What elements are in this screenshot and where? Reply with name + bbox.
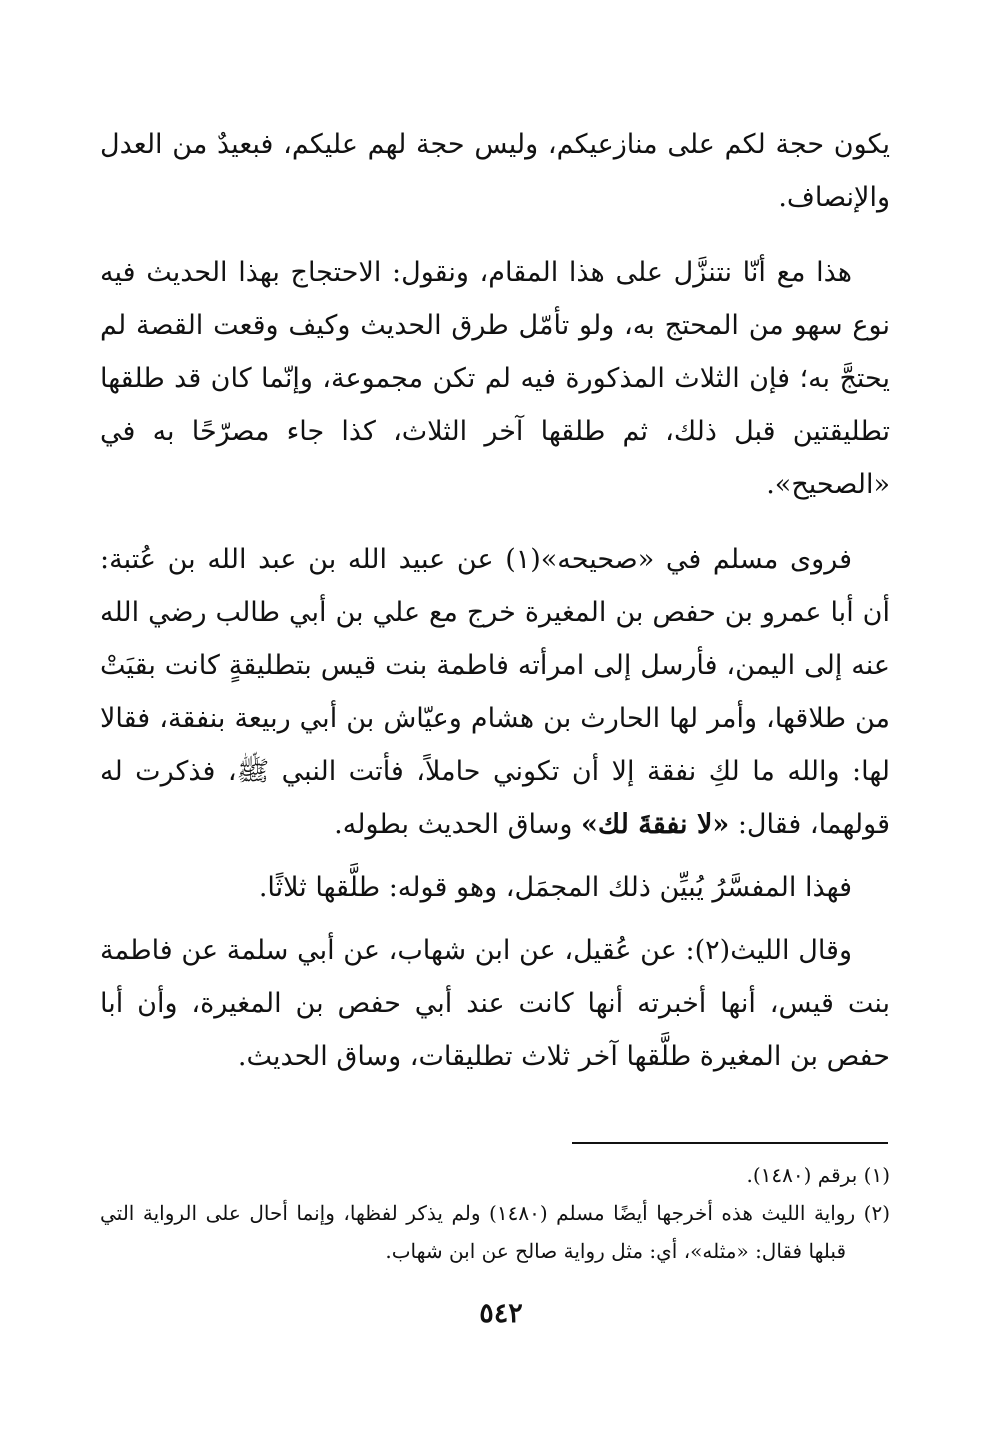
page-number: ٥٤٢ — [479, 1298, 523, 1329]
paragraph-3 — [100, 533, 890, 851]
footnotes — [100, 1156, 890, 1270]
hadith-quote: «لا نفقةَ لك» — [581, 809, 730, 840]
paragraph-2: هذا مع أنّا نتنزَّل على هذا المقام، ونقول: الاحتجاج بهذا الحديث فيه نوع سهو من المحتج به، ولو تأمّل طرق الحديث وكيف وقعت القصة لم يحتجَّ به؛ فإن الثلاث المذكورة فيه لم تكن مجموعة، وإنّما كان قد طلقها تطليقتين قبل ذلك، ثم طلقها آخر الثلاث، كذا جاء مصرّحًا به في «الصحيح». — [100, 257, 890, 500]
paragraph-gap — [100, 224, 890, 246]
main-text — [100, 118, 890, 1083]
paragraph-1: يكون حجة لكم على منازعيكم، وليس حجة لهم عليكم، فبعيدٌ من العدل والإنصاف. — [100, 129, 890, 213]
paragraph-3-end: وساق الحديث بطوله. — [334, 809, 581, 840]
paragraph-gap — [100, 511, 890, 533]
paragraph-3-start: فروى مسلم في «صحيحه»(١) عن عبيد الله بن عبد الله بن عُتبة: أن أبا عمرو بن حفص بن المغيرة خرج مع علي بن أبي طالب رضي الله عنه إلى اليمن، فأرسل إلى امرأته فاطمة بنت قيس بتطليقةٍ كانت بقيَتْ من طلاقها، وأمر لها الحارث بن هشام وعيّاش بن أبي ربيعة بنفقة، فقالا لها: والله ما لكِ نفقة إلا أن تكوني حاملاً، فأتت النبي ﷺ، فذكرت له قولهما، فقال: — [100, 544, 890, 840]
footnote-2: (٢) رواية الليث هذه أخرجها أيضًا مسلم (١٤٨٠) ولم يذكر لفظها، وإنما أحال على الرواية التي قبلها فقال: «مثله»، أي: مثل رواية صالح عن ابن شهاب. — [100, 1201, 891, 1263]
footnote-divider — [572, 1142, 888, 1144]
paragraph-4: فهذا المفسَّرُ يُبيِّن ذلك المجمَل، وهو قوله: طلَّقها ثلاثًا. — [258, 872, 852, 903]
paragraph-gap — [100, 851, 890, 861]
paragraph-gap — [100, 914, 890, 924]
footnote-1: (١) برقم (١٤٨٠). — [746, 1163, 890, 1187]
paragraph-5: وقال الليث(٢): عن عُقيل، عن ابن شهاب، عن أبي سلمة عن فاطمة بنت قيس، أنها أخبرته أنها كانت عند أبي حفص بن المغيرة، وأن أبا حفص بن المغيرة طلَّقها آخر ثلاث تطليقات، وساق الحديث. — [100, 935, 890, 1072]
